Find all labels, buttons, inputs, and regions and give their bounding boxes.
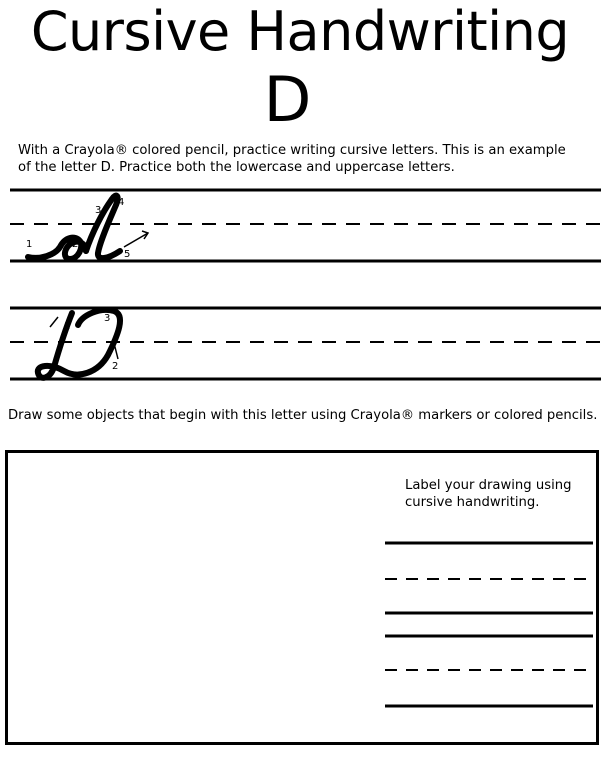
featured-letter: D [263, 63, 312, 136]
instructions-line-2: of the letter D. Practice both the lowercase and uppercase letters. [18, 160, 455, 175]
uppercase-practice-row [0, 303, 607, 383]
stroke-number: 1 [26, 239, 33, 250]
lowercase-d-example [20, 185, 180, 265]
stroke-number: 2 [112, 361, 119, 372]
stroke-number: 1 [64, 321, 71, 332]
instructions [18, 142, 593, 176]
label-prompt [405, 477, 595, 511]
stroke-number: 2 [72, 239, 79, 250]
label-prompt-line-1: Label your drawing using [405, 478, 572, 493]
stroke-number: 5 [124, 249, 131, 260]
stroke-number: 3 [95, 205, 102, 216]
stroke-number: 4 [118, 197, 125, 208]
drawing-instructions: Draw some objects that begin with this letter using Crayola® markers or colored pencils. [8, 408, 598, 423]
stroke-number: 3 [104, 313, 111, 324]
lowercase-practice-row [0, 185, 607, 265]
label-writing-lines[interactable] [385, 535, 595, 715]
page-title: Cursive Handwriting [30, 0, 570, 63]
uppercase-d-example [20, 303, 180, 383]
instructions-line-1: With a Crayola® colored pencil, practice writing cursive letters. This is an example [18, 143, 566, 158]
label-prompt-line-2: cursive handwriting. [405, 495, 540, 510]
